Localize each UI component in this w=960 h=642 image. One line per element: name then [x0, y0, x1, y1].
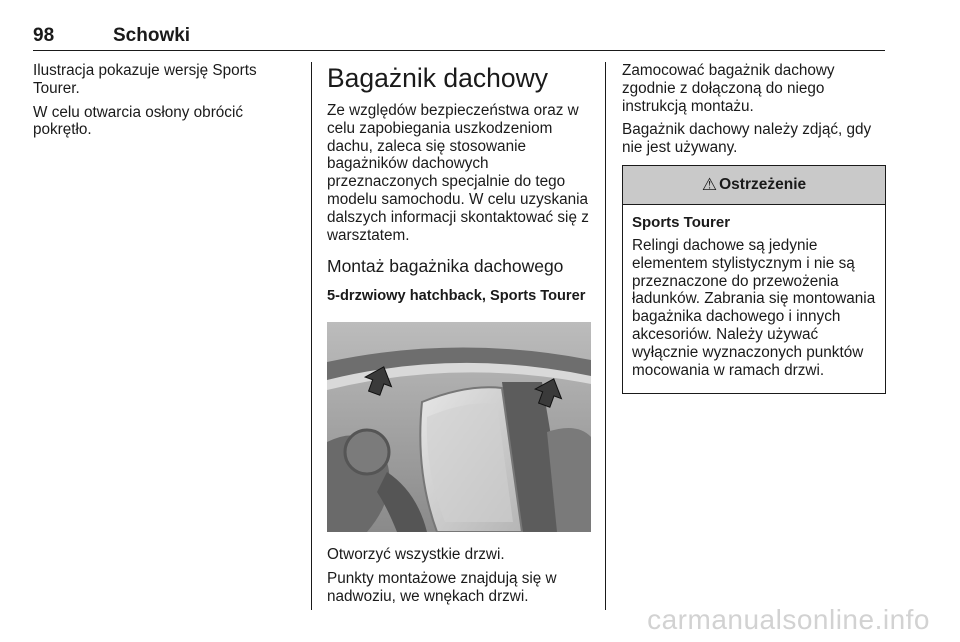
- column-middle: [327, 62, 595, 612]
- warning-header: [623, 166, 885, 205]
- section-heading: Bagażnik dachowy: [327, 63, 548, 93]
- warning-title: Ostrzeżenie: [719, 175, 807, 193]
- paragraph: Bagażnik dachowy należy zdjąć, gdy nie jest używany.: [622, 121, 872, 157]
- column-right: [622, 62, 888, 394]
- watermark: carmanualsonline.info: [647, 604, 930, 635]
- intro-paragraph: Ze względów bezpieczeństwa oraz w celu zapobiegania uszkodzeniom dachu, zaleca się stosowanie bagażników dachowych przeznaczonych specjalnie do tego modelu samochodu. W celu uzyskania dalszych informacji skontaktować się z warsztatem.: [327, 102, 589, 244]
- subheading: Montaż bagażnika dachowego: [327, 256, 564, 277]
- warning-icon: ⚠: [701, 174, 718, 194]
- column-left: [33, 62, 293, 145]
- page-number: 98: [33, 25, 55, 46]
- warning-text: Relingi dachowe są jedynie elementem stylistycznym i nie są przeznaczone do przewożenia ładunków. Zabrania się montowania bagażnika dachowego i innych akcesoriów. Należy używać wyłącznie wyznaczonych punktów mocowania w ramach drzwi.: [632, 236, 876, 379]
- variant-label: 5-drzwiowy hatchback, Sports Tourer: [327, 288, 586, 305]
- paragraph: Punkty montażowe znajdują się w nadwoziu, we wnękach drzwi.: [327, 570, 557, 605]
- column-divider: [605, 62, 606, 610]
- paragraph: Zamocować bagażnik dachowy zgodnie z dołączoną do niego instrukcją montażu.: [622, 62, 835, 115]
- warning-box: [622, 165, 886, 394]
- roof-rack-mounting-illustration: [327, 322, 591, 532]
- paragraph: Ilustracja pokazuje wersję Sports Tourer.: [33, 62, 257, 97]
- column-divider: [311, 62, 312, 610]
- page-header: [33, 24, 885, 51]
- warning-subtitle: Sports Tourer: [632, 213, 731, 231]
- paragraph: Otworzyć wszystkie drzwi.: [327, 546, 505, 564]
- warning-body: [623, 205, 885, 393]
- section-title: Schowki: [113, 25, 191, 46]
- paragraph: W celu otwarcia osłony obrócić pokrętło.: [33, 103, 243, 139]
